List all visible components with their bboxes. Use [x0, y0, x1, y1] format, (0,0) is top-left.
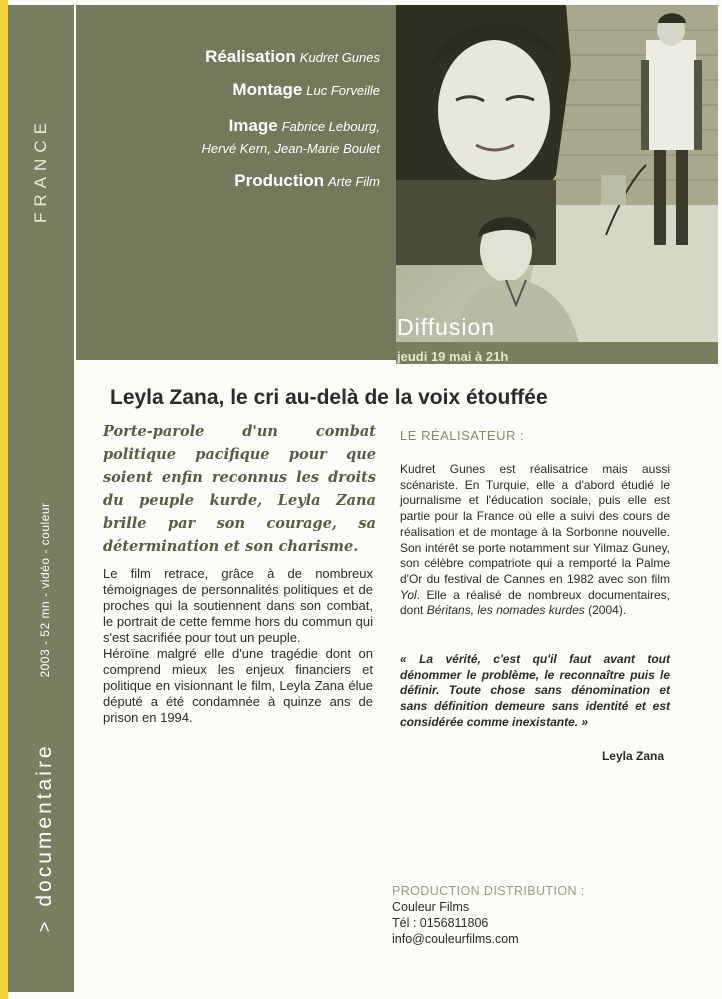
- distribution-phone: Tél : 0156811806: [392, 916, 489, 930]
- credit-value: Hervé Kern, Jean-Marie Boulet: [201, 141, 380, 156]
- distribution-company: Couleur Films: [392, 900, 470, 914]
- article-headline: Leyla Zana, le cri au-delà de la voix étouffée: [110, 386, 548, 409]
- country-label: FRANCE: [31, 117, 50, 223]
- quote-author: Leyla Zana: [601, 749, 664, 763]
- credit-value: Fabrice Lebourg,: [281, 119, 380, 134]
- credit-image: [229, 116, 380, 136]
- article-body: [103, 566, 373, 726]
- credit-value: Kudret Gunes: [299, 50, 380, 65]
- credit-value: Arte Film: [328, 174, 380, 189]
- film-still-photo: [396, 5, 718, 350]
- diffusion-title: Diffusion: [397, 314, 496, 340]
- credit-label: Montage: [232, 80, 303, 99]
- credit-label: Production: [234, 171, 324, 190]
- film-title: Béritans, les nomades kurdes: [426, 603, 585, 618]
- bio-text: (2004).: [584, 603, 627, 618]
- bio-text: . Elle a réalisé de nombreux documentaires, dont: [400, 587, 670, 618]
- arrow-icon: >: [34, 921, 55, 933]
- film-title: Yol: [400, 587, 417, 602]
- diffusion-date: jeudi 19 mai à 21h: [397, 349, 509, 364]
- photo-illustration: [396, 5, 718, 350]
- yellow-edge: [0, 0, 8, 999]
- article-paragraph: Héroïne malgré elle d'une tragédie dont on comprend mieux les enjeux financiers et politique en visionnant le film, Leyla Zana élue député a été condamnée à quinze ans de prison en 1994.: [103, 646, 373, 725]
- credit-label: Image: [228, 116, 278, 135]
- film-meta: 2003 - 52 mn - vidéo - couleur: [38, 502, 52, 678]
- distribution-title: PRODUCTION DISTRIBUTION :: [392, 884, 585, 898]
- article-lede: Porte-parole d'un combat politique pacifique pour que soient enfin reconnus les droits du peuple kurde, Leyla Zana brille par son courage, sa détermination et son charisme.: [103, 423, 376, 555]
- pull-quote: « La vérité, c'est qu'il faut avant tout dénommer le problème, le reconnaître puis le définir. Toute chose sans dénomination et sans définition demeure sans identité et est considérée comme inexistante. »: [400, 652, 670, 729]
- distribution-email[interactable]: info@couleurfilms.com: [392, 932, 519, 946]
- credit-realisation: [205, 47, 380, 67]
- credit-image-line2: [198, 140, 380, 158]
- director-bio: [400, 462, 670, 619]
- genre-label: documentaire: [33, 743, 56, 907]
- director-section-title: LE RÉALISATEUR :: [400, 428, 525, 443]
- credit-montage: [232, 80, 380, 100]
- credit-value: Luc Forveille: [306, 83, 380, 98]
- credit-production: [234, 171, 380, 191]
- credit-label: Réalisation: [205, 47, 296, 66]
- bio-text: Kudret Gunes est réalisatrice mais aussi scénariste. En Turquie, elle a d'abord étudié le journalisme et l'éducation sociale, puis elle est partie pour la France où elle a suivi des cours de réalisation et de montage à la Sorbonne nouvelle. Son intérêt se porte notamment sur Yilmaz Guney, son célèbre compatriote qui a remporté la Palme d'Or du festival de Cannes en 1982 avec son film: [400, 462, 670, 586]
- credits-panel: [76, 5, 396, 360]
- article-paragraph: Le film retrace, grâce à de nombreux témoignages de personnalités politiques et de proches qui la soutiennent dans son combat, le portrait de cette femme hors du commun qui s'est sacrifiée pour tout un peuple.: [103, 566, 373, 645]
